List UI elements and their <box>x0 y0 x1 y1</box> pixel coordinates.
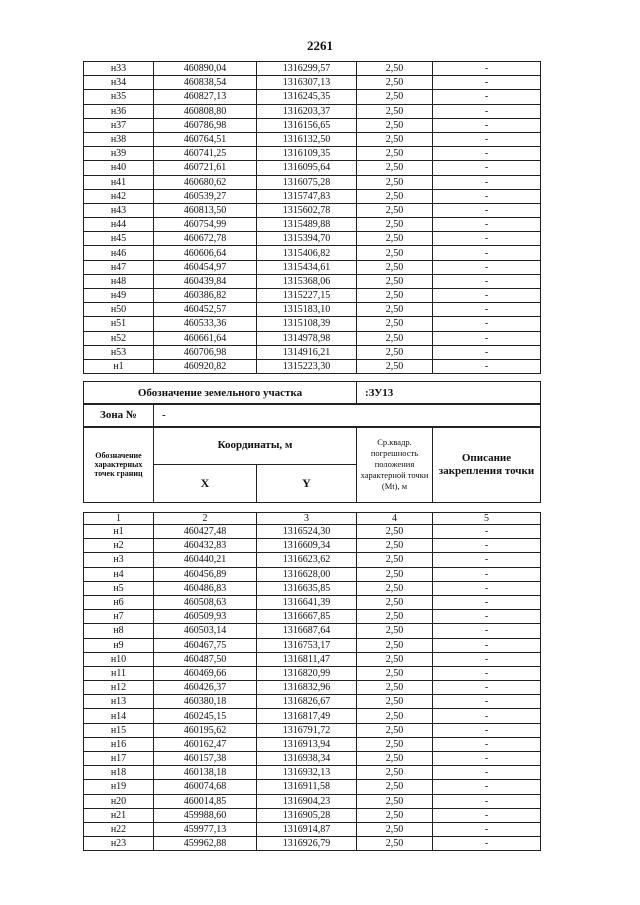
table-row <box>84 90 541 104</box>
y-coordinate: 1315434,61 <box>257 260 357 274</box>
point-id: н16 <box>84 737 154 751</box>
page-number: 2261 <box>307 38 333 53</box>
error-value: 2,50 <box>357 808 433 822</box>
table-row <box>84 345 541 359</box>
y-coordinate: 1316826,67 <box>257 695 357 709</box>
table-row <box>84 246 541 260</box>
description: - <box>433 652 541 666</box>
error-value: 2,50 <box>357 218 433 232</box>
x-coordinate: 460672,78 <box>154 232 257 246</box>
x-coordinate: 460432,83 <box>154 539 257 553</box>
x-coordinate: 460808,80 <box>154 104 257 118</box>
description: - <box>433 175 541 189</box>
error-value: 2,50 <box>357 723 433 737</box>
point-id: н1 <box>84 359 154 373</box>
header-coordinates: Координаты, м <box>154 427 357 465</box>
x-coordinate: 460469,66 <box>154 666 257 680</box>
error-value: 2,50 <box>357 274 433 288</box>
column-index: 3 <box>257 513 357 525</box>
header-error: Ср.квадр. погрешность положения характерной точки (Мt), м <box>357 427 433 503</box>
y-coordinate: 1316687,64 <box>257 624 357 638</box>
point-id: н17 <box>84 752 154 766</box>
error-value: 2,50 <box>357 317 433 331</box>
error-value: 2,50 <box>357 766 433 780</box>
y-coordinate: 1316635,85 <box>257 581 357 595</box>
y-coordinate: 1316938,34 <box>257 752 357 766</box>
description: - <box>433 610 541 624</box>
x-coordinate: 460509,93 <box>154 610 257 624</box>
error-value: 2,50 <box>357 132 433 146</box>
description: - <box>433 595 541 609</box>
point-id: н33 <box>84 62 154 76</box>
error-value: 2,50 <box>357 147 433 161</box>
description: - <box>433 752 541 766</box>
description: - <box>433 709 541 723</box>
table-row <box>84 681 541 695</box>
point-id: н2 <box>84 539 154 553</box>
point-id: н34 <box>84 76 154 90</box>
x-coordinate: 460440,21 <box>154 553 257 567</box>
point-id: н36 <box>84 104 154 118</box>
y-coordinate: 1316914,87 <box>257 822 357 836</box>
point-id: н7 <box>84 610 154 624</box>
description: - <box>433 147 541 161</box>
description: - <box>433 189 541 203</box>
x-coordinate: 460838,54 <box>154 76 257 90</box>
parcel-title-row <box>83 381 541 405</box>
column-index: 1 <box>84 513 154 525</box>
y-coordinate: 1316753,17 <box>257 638 357 652</box>
x-coordinate: 460539,27 <box>154 189 257 203</box>
table-row <box>84 218 541 232</box>
table-row <box>84 638 541 652</box>
point-id: н3 <box>84 553 154 567</box>
description: - <box>433 737 541 751</box>
description: - <box>433 837 541 851</box>
error-value: 2,50 <box>357 610 433 624</box>
table-row <box>84 752 541 766</box>
description: - <box>433 274 541 288</box>
x-coordinate: 460706,98 <box>154 345 257 359</box>
description: - <box>433 780 541 794</box>
point-id: н46 <box>84 246 154 260</box>
column-index: 5 <box>433 513 541 525</box>
y-coordinate: 1316911,58 <box>257 780 357 794</box>
point-id: н12 <box>84 681 154 695</box>
coordinates-table-bottom <box>83 512 541 851</box>
description: - <box>433 331 541 345</box>
description: - <box>433 539 541 553</box>
table-row <box>84 331 541 345</box>
table-row <box>84 289 541 303</box>
x-coordinate: 460456,89 <box>154 567 257 581</box>
table-row <box>84 132 541 146</box>
error-value: 2,50 <box>357 289 433 303</box>
header-x: X <box>154 465 257 503</box>
point-id: н53 <box>84 345 154 359</box>
y-coordinate: 1315489,88 <box>257 218 357 232</box>
error-value: 2,50 <box>357 837 433 851</box>
y-coordinate: 1316628,00 <box>257 567 357 581</box>
error-value: 2,50 <box>357 62 433 76</box>
table-row <box>84 525 541 539</box>
error-value: 2,50 <box>357 822 433 836</box>
x-coordinate: 460533,36 <box>154 317 257 331</box>
point-id: н41 <box>84 175 154 189</box>
column-index: 4 <box>357 513 433 525</box>
error-value: 2,50 <box>357 232 433 246</box>
x-coordinate: 459988,60 <box>154 808 257 822</box>
error-value: 2,50 <box>357 624 433 638</box>
description: - <box>433 203 541 217</box>
zone-value: - <box>154 404 541 428</box>
table-row <box>84 567 541 581</box>
table-row <box>84 581 541 595</box>
x-coordinate: 460754,99 <box>154 218 257 232</box>
description: - <box>433 525 541 539</box>
y-coordinate: 1316913,94 <box>257 737 357 751</box>
x-coordinate: 460486,83 <box>154 581 257 595</box>
y-coordinate: 1314916,21 <box>257 345 357 359</box>
x-coordinate: 460503,14 <box>154 624 257 638</box>
point-id: н1 <box>84 525 154 539</box>
x-coordinate: 460162,47 <box>154 737 257 751</box>
table-row <box>84 189 541 203</box>
description: - <box>433 289 541 303</box>
description: - <box>433 345 541 359</box>
description: - <box>433 723 541 737</box>
table-row <box>84 161 541 175</box>
point-id: н40 <box>84 161 154 175</box>
table-row <box>84 652 541 666</box>
header-y: Y <box>257 465 357 503</box>
y-coordinate: 1316095,64 <box>257 161 357 175</box>
x-coordinate: 460074,68 <box>154 780 257 794</box>
y-coordinate: 1316609,34 <box>257 539 357 553</box>
description: - <box>433 822 541 836</box>
point-id: н20 <box>84 794 154 808</box>
point-id: н13 <box>84 695 154 709</box>
x-coordinate: 460386,82 <box>154 289 257 303</box>
header-description: Описание закрепления точки <box>433 427 541 503</box>
y-coordinate: 1316299,57 <box>257 62 357 76</box>
x-coordinate: 460680,62 <box>154 175 257 189</box>
error-value: 2,50 <box>357 638 433 652</box>
coordinates-table-top <box>83 61 541 374</box>
point-id: н39 <box>84 147 154 161</box>
point-id: н23 <box>84 837 154 851</box>
table-row <box>84 62 541 76</box>
description: - <box>433 303 541 317</box>
y-coordinate: 1315368,06 <box>257 274 357 288</box>
error-value: 2,50 <box>357 104 433 118</box>
error-value: 2,50 <box>357 752 433 766</box>
description: - <box>433 766 541 780</box>
table-row <box>84 709 541 723</box>
error-value: 2,50 <box>357 709 433 723</box>
table-row <box>84 837 541 851</box>
x-coordinate: 460245,15 <box>154 709 257 723</box>
x-coordinate: 460786,98 <box>154 118 257 132</box>
point-id: н44 <box>84 218 154 232</box>
table-row <box>84 274 541 288</box>
x-coordinate: 460721,61 <box>154 161 257 175</box>
error-value: 2,50 <box>357 695 433 709</box>
error-value: 2,50 <box>357 737 433 751</box>
y-coordinate: 1316203,37 <box>257 104 357 118</box>
error-value: 2,50 <box>357 203 433 217</box>
point-id: н14 <box>84 709 154 723</box>
point-id: н19 <box>84 780 154 794</box>
error-value: 2,50 <box>357 118 433 132</box>
y-coordinate: 1316820,99 <box>257 666 357 680</box>
table-row <box>84 203 541 217</box>
error-value: 2,50 <box>357 567 433 581</box>
x-coordinate: 460380,18 <box>154 695 257 709</box>
x-coordinate: 460014,85 <box>154 794 257 808</box>
x-coordinate: 460427,48 <box>154 525 257 539</box>
y-coordinate: 1315394,70 <box>257 232 357 246</box>
table-header <box>83 426 541 503</box>
x-coordinate: 460487,50 <box>154 652 257 666</box>
x-coordinate: 460452,57 <box>154 303 257 317</box>
y-coordinate: 1315602,78 <box>257 203 357 217</box>
error-value: 2,50 <box>357 780 433 794</box>
parcel-value: :ЗУ13 <box>357 382 541 405</box>
y-coordinate: 1316905,28 <box>257 808 357 822</box>
x-coordinate: 460195,62 <box>154 723 257 737</box>
description: - <box>433 90 541 104</box>
table-row <box>84 76 541 90</box>
point-id: н37 <box>84 118 154 132</box>
description: - <box>433 76 541 90</box>
description: - <box>433 232 541 246</box>
table-row <box>84 822 541 836</box>
point-id: н52 <box>84 331 154 345</box>
y-coordinate: 1315406,82 <box>257 246 357 260</box>
error-value: 2,50 <box>357 553 433 567</box>
table-row <box>84 118 541 132</box>
x-coordinate: 460661,64 <box>154 331 257 345</box>
y-coordinate: 1315108,39 <box>257 317 357 331</box>
point-id: н50 <box>84 303 154 317</box>
point-id: н11 <box>84 666 154 680</box>
error-value: 2,50 <box>357 260 433 274</box>
description: - <box>433 118 541 132</box>
point-id: н4 <box>84 567 154 581</box>
table-row <box>84 232 541 246</box>
error-value: 2,50 <box>357 303 433 317</box>
point-id: н9 <box>84 638 154 652</box>
description: - <box>433 553 541 567</box>
error-value: 2,50 <box>357 246 433 260</box>
point-id: н45 <box>84 232 154 246</box>
column-index: 2 <box>154 513 257 525</box>
x-coordinate: 460454,97 <box>154 260 257 274</box>
y-coordinate: 1316811,47 <box>257 652 357 666</box>
table-row <box>84 624 541 638</box>
point-id: н15 <box>84 723 154 737</box>
table-row <box>84 175 541 189</box>
table-row <box>84 104 541 118</box>
y-coordinate: 1316932,13 <box>257 766 357 780</box>
error-value: 2,50 <box>357 175 433 189</box>
point-id: н8 <box>84 624 154 638</box>
description: - <box>433 132 541 146</box>
y-coordinate: 1315223,30 <box>257 359 357 373</box>
y-coordinate: 1316667,85 <box>257 610 357 624</box>
error-value: 2,50 <box>357 189 433 203</box>
table-row <box>84 780 541 794</box>
description: - <box>433 695 541 709</box>
y-coordinate: 1316075,28 <box>257 175 357 189</box>
point-id: н5 <box>84 581 154 595</box>
description: - <box>433 794 541 808</box>
error-value: 2,50 <box>357 76 433 90</box>
point-id: н21 <box>84 808 154 822</box>
y-coordinate: 1316245,35 <box>257 90 357 104</box>
table-row <box>84 147 541 161</box>
description: - <box>433 581 541 595</box>
zone-row <box>83 403 541 428</box>
error-value: 2,50 <box>357 331 433 345</box>
y-coordinate: 1315227,15 <box>257 289 357 303</box>
error-value: 2,50 <box>357 359 433 373</box>
table-row <box>84 553 541 567</box>
point-id: н51 <box>84 317 154 331</box>
x-coordinate: 460426,37 <box>154 681 257 695</box>
table-row <box>84 794 541 808</box>
y-coordinate: 1316641,39 <box>257 595 357 609</box>
y-coordinate: 1316832,96 <box>257 681 357 695</box>
parcel-label: Обозначение земельного участка <box>84 382 357 405</box>
point-id: н42 <box>84 189 154 203</box>
point-id: н43 <box>84 203 154 217</box>
x-coordinate: 460764,51 <box>154 132 257 146</box>
x-coordinate: 460508,63 <box>154 595 257 609</box>
error-value: 2,50 <box>357 681 433 695</box>
description: - <box>433 624 541 638</box>
x-coordinate: 460741,25 <box>154 147 257 161</box>
y-coordinate: 1315747,83 <box>257 189 357 203</box>
error-value: 2,50 <box>357 90 433 104</box>
error-value: 2,50 <box>357 525 433 539</box>
table-row <box>84 539 541 553</box>
error-value: 2,50 <box>357 666 433 680</box>
point-id: н6 <box>84 595 154 609</box>
point-id: н10 <box>84 652 154 666</box>
table-row <box>84 303 541 317</box>
y-coordinate: 1316791,72 <box>257 723 357 737</box>
x-coordinate: 460813,50 <box>154 203 257 217</box>
description: - <box>433 161 541 175</box>
table-row <box>84 359 541 373</box>
error-value: 2,50 <box>357 345 433 359</box>
x-coordinate: 460467,75 <box>154 638 257 652</box>
description: - <box>433 260 541 274</box>
y-coordinate: 1316524,30 <box>257 525 357 539</box>
error-value: 2,50 <box>357 595 433 609</box>
table-row <box>84 317 541 331</box>
y-coordinate: 1316623,62 <box>257 553 357 567</box>
y-coordinate: 1314978,98 <box>257 331 357 345</box>
error-value: 2,50 <box>357 161 433 175</box>
x-coordinate: 460606,64 <box>154 246 257 260</box>
point-id: н48 <box>84 274 154 288</box>
error-value: 2,50 <box>357 652 433 666</box>
description: - <box>433 104 541 118</box>
y-coordinate: 1316156,65 <box>257 118 357 132</box>
description: - <box>433 638 541 652</box>
table-row <box>84 808 541 822</box>
x-coordinate: 460439,84 <box>154 274 257 288</box>
point-id: н35 <box>84 90 154 104</box>
zone-label: Зона № <box>84 404 154 428</box>
description: - <box>433 317 541 331</box>
point-id: н38 <box>84 132 154 146</box>
table-row <box>84 595 541 609</box>
table-row <box>84 260 541 274</box>
description: - <box>433 808 541 822</box>
error-value: 2,50 <box>357 794 433 808</box>
description: - <box>433 246 541 260</box>
point-id: н22 <box>84 822 154 836</box>
header-point-designation: Обозначение характерных точек границ <box>84 427 154 503</box>
y-coordinate: 1316926,79 <box>257 837 357 851</box>
error-value: 2,50 <box>357 539 433 553</box>
x-coordinate: 460890,04 <box>154 62 257 76</box>
description: - <box>433 359 541 373</box>
x-coordinate: 460157,38 <box>154 752 257 766</box>
point-id: н49 <box>84 289 154 303</box>
description: - <box>433 62 541 76</box>
x-coordinate: 459977,13 <box>154 822 257 836</box>
column-index-row <box>84 513 541 525</box>
x-coordinate: 460138,18 <box>154 766 257 780</box>
description: - <box>433 567 541 581</box>
table-row <box>84 666 541 680</box>
point-id: н18 <box>84 766 154 780</box>
description: - <box>433 681 541 695</box>
y-coordinate: 1316132,50 <box>257 132 357 146</box>
table-row <box>84 723 541 737</box>
table-row <box>84 695 541 709</box>
y-coordinate: 1315183,10 <box>257 303 357 317</box>
error-value: 2,50 <box>357 581 433 595</box>
description: - <box>433 218 541 232</box>
table-row <box>84 766 541 780</box>
x-coordinate: 459962,88 <box>154 837 257 851</box>
y-coordinate: 1316307,13 <box>257 76 357 90</box>
x-coordinate: 460827,13 <box>154 90 257 104</box>
y-coordinate: 1316109,35 <box>257 147 357 161</box>
y-coordinate: 1316904,23 <box>257 794 357 808</box>
y-coordinate: 1316817,49 <box>257 709 357 723</box>
table-row <box>84 737 541 751</box>
x-coordinate: 460920,82 <box>154 359 257 373</box>
point-id: н47 <box>84 260 154 274</box>
table-row <box>84 610 541 624</box>
description: - <box>433 666 541 680</box>
